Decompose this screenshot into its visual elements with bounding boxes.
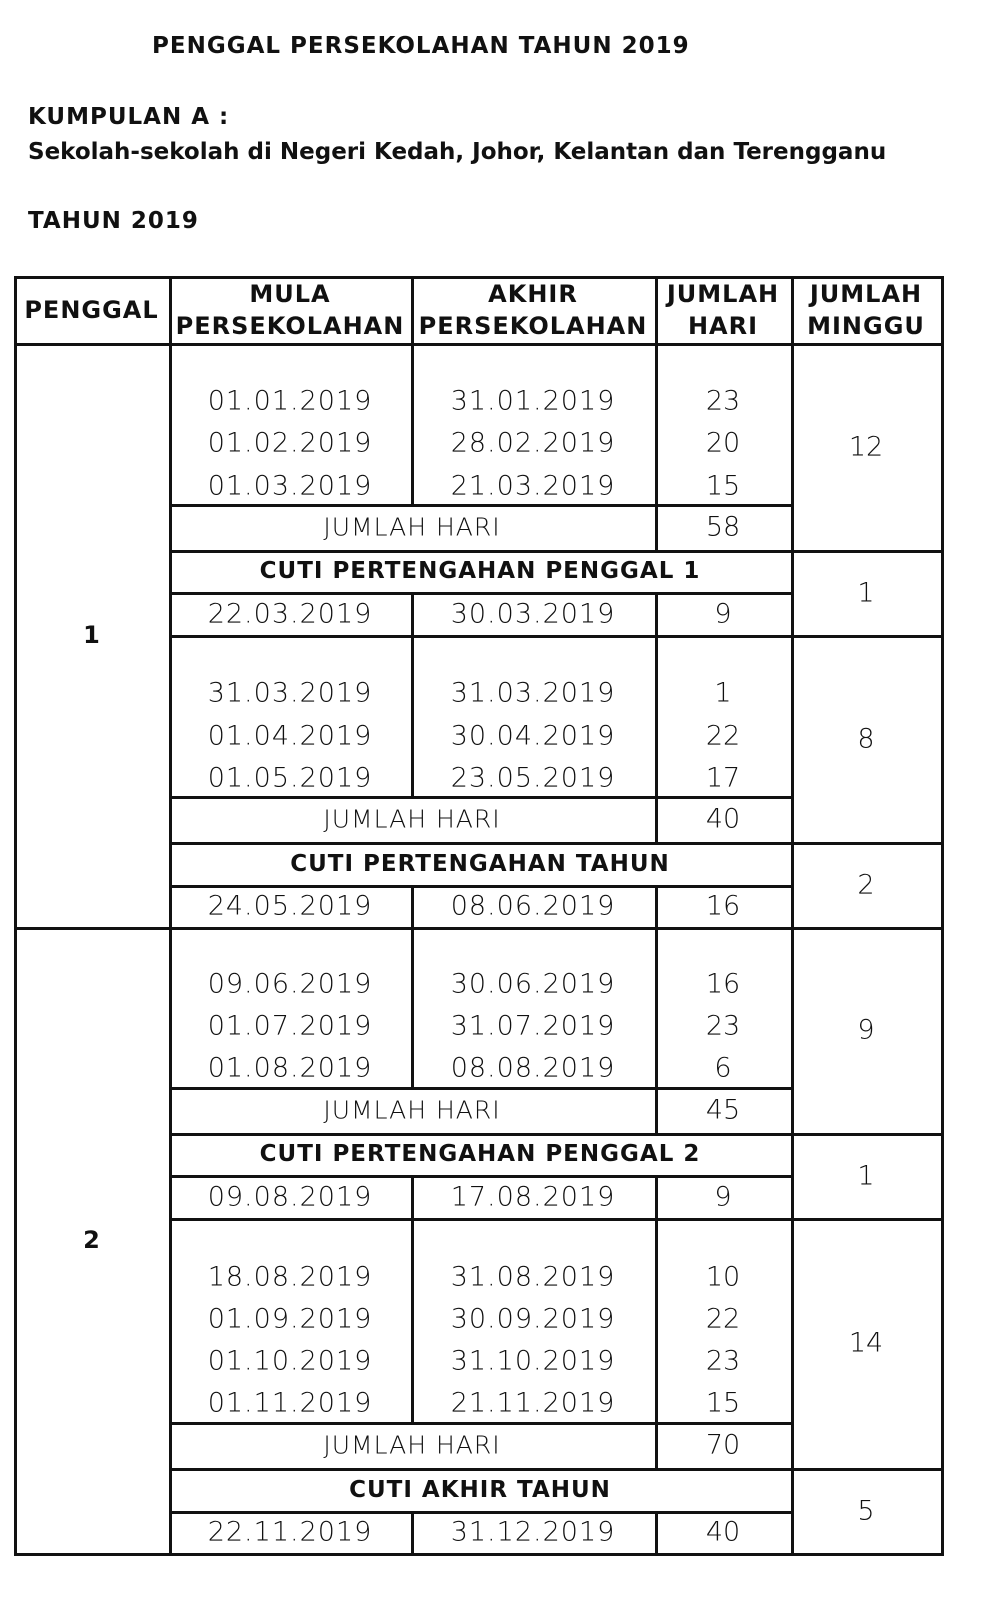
table-rule	[791, 276, 794, 343]
start-date: 09.06.2019	[207, 968, 373, 1000]
end-date: 31.08.2019	[450, 1261, 616, 1293]
table-rule	[411, 1218, 414, 1422]
table-rule	[169, 885, 794, 888]
day-count: 15	[705, 1387, 741, 1419]
table-rule	[655, 927, 658, 1133]
table-rule	[411, 276, 414, 343]
table-rule	[411, 343, 414, 504]
week-count: 1	[857, 1160, 875, 1191]
table-rule	[655, 1511, 658, 1553]
table-rule	[169, 927, 944, 930]
week-count: 9	[857, 1014, 875, 1046]
holiday-day-count: 40	[705, 1516, 741, 1548]
table-rule	[791, 343, 794, 1553]
end-date: 30.04.2019	[450, 720, 616, 752]
holiday-end-date: 31.12.2019	[450, 1516, 616, 1548]
holiday-end-date: 17.08.2019	[450, 1181, 616, 1212]
table-rule	[14, 343, 944, 346]
table-rule	[655, 1218, 658, 1468]
week-count: 1	[857, 577, 875, 608]
end-date: 31.01.2019	[450, 385, 616, 417]
week-count: 12	[848, 431, 884, 462]
table-rule	[169, 1133, 944, 1136]
penggal-1-label: 1	[83, 621, 100, 649]
table-rule	[411, 1511, 414, 1553]
start-date: 18.08.2019	[207, 1261, 373, 1293]
holiday-title: CUTI AKHIR TAHUN	[349, 1476, 611, 1503]
start-date: 01.01.2019	[207, 385, 373, 417]
table-rule	[169, 796, 794, 799]
table-rule	[169, 592, 794, 595]
header-jumlah-hari-line1: JUMLAH	[666, 279, 780, 308]
table-rule	[941, 276, 944, 1556]
table-rule	[411, 592, 414, 635]
end-date: 31.03.2019	[450, 677, 616, 709]
table-rule	[411, 927, 414, 1087]
header-akhir-line2: PERSEKOLAHAN	[418, 311, 648, 340]
start-date: 01.05.2019	[207, 762, 373, 794]
holiday-start-date: 22.11.2019	[207, 1516, 373, 1548]
end-date: 21.11.2019	[450, 1387, 616, 1419]
states-description: Sekolah-sekolah di Negeri Kedah, Johor, Kelantan dan Terengganu	[28, 139, 887, 165]
total-days-label: JUMLAH HARI	[323, 804, 501, 834]
table-rule	[169, 1553, 944, 1556]
header-mula	[176, 278, 405, 342]
end-date: 08.08.2019	[450, 1052, 616, 1084]
header-mula-line1: MULA	[249, 279, 331, 308]
start-date: 01.08.2019	[207, 1052, 373, 1084]
table-rule	[411, 885, 414, 927]
holiday-title: CUTI PERTENGAHAN TAHUN	[290, 850, 670, 877]
week-count: 5	[857, 1495, 875, 1526]
end-date: 28.02.2019	[450, 427, 616, 459]
end-date: 21.03.2019	[450, 470, 616, 502]
holiday-title: CUTI PERTENGAHAN PENGGAL 2	[259, 1141, 701, 1167]
table-rule	[169, 1175, 794, 1178]
table-rule	[169, 504, 794, 507]
end-date: 31.10.2019	[450, 1345, 616, 1377]
table-rule	[655, 635, 658, 842]
start-date: 01.11.2019	[207, 1387, 373, 1419]
total-days-label: JUMLAH HARI	[323, 1430, 501, 1460]
end-date: 30.09.2019	[450, 1303, 616, 1335]
holiday-start-date: 22.03.2019	[207, 598, 373, 629]
day-count: 15	[705, 470, 741, 502]
start-date: 01.09.2019	[207, 1303, 373, 1335]
table-rule	[169, 550, 944, 553]
header-mula-line2: PERSEKOLAHAN	[175, 311, 405, 340]
day-count: 6	[714, 1052, 732, 1084]
day-count: 22	[705, 1303, 741, 1335]
start-date: 01.10.2019	[207, 1345, 373, 1377]
group-label: KUMPULAN A :	[28, 104, 230, 130]
header-jumlah-minggu-line2: MINGGU	[807, 311, 925, 340]
penggal-2-label: 2	[83, 1226, 100, 1254]
header-akhir	[419, 278, 648, 342]
table-rule	[169, 276, 172, 343]
total-days-value: 58	[705, 511, 741, 543]
start-date: 01.03.2019	[207, 470, 373, 502]
table-rule	[411, 1175, 414, 1218]
start-date: 01.02.2019	[207, 427, 373, 459]
header-penggal: PENGGAL	[24, 295, 159, 324]
holiday-end-date: 08.06.2019	[450, 890, 616, 922]
end-date: 31.07.2019	[450, 1010, 616, 1042]
table-rule	[169, 1218, 944, 1221]
day-count: 17	[705, 762, 741, 794]
day-count: 23	[705, 385, 741, 417]
header-akhir-line1: AKHIR	[488, 279, 578, 308]
table-rule	[14, 276, 17, 1556]
year-label: TAHUN 2019	[28, 208, 199, 234]
end-date: 30.06.2019	[450, 968, 616, 1000]
day-count: 23	[705, 1010, 741, 1042]
day-count: 23	[705, 1345, 741, 1377]
table-rule	[169, 1422, 794, 1425]
table-rule	[169, 1468, 944, 1471]
holiday-start-date: 09.08.2019	[207, 1181, 373, 1212]
holiday-title: CUTI PERTENGAHAN PENGGAL 1	[259, 558, 701, 584]
total-days-label: JUMLAH HARI	[323, 512, 501, 542]
start-date: 01.04.2019	[207, 720, 373, 752]
table-rule	[655, 343, 658, 550]
total-days-label: JUMLAH HARI	[323, 1095, 501, 1125]
total-days-value: 45	[705, 1094, 741, 1126]
table-rule	[655, 276, 658, 343]
day-count: 20	[705, 427, 741, 459]
header-jumlah-minggu	[807, 278, 925, 342]
table-rule	[169, 343, 172, 1553]
total-days-value: 40	[705, 803, 741, 835]
table-rule	[655, 1175, 658, 1218]
day-count: 22	[705, 720, 741, 752]
holiday-day-count: 9	[714, 1181, 732, 1212]
holiday-day-count: 16	[705, 890, 741, 922]
header-jumlah-hari	[667, 278, 779, 342]
week-count: 8	[857, 723, 875, 754]
start-date: 01.07.2019	[207, 1010, 373, 1042]
end-date: 23.05.2019	[450, 762, 616, 794]
day-count: 1	[714, 677, 732, 709]
day-count: 16	[705, 968, 741, 1000]
holiday-day-count: 9	[714, 598, 732, 629]
holiday-end-date: 30.03.2019	[450, 598, 616, 629]
day-count: 10	[705, 1261, 741, 1293]
table-rule	[655, 592, 658, 635]
header-jumlah-hari-line2: HARI	[687, 311, 759, 340]
table-rule	[169, 842, 944, 845]
table-rule	[169, 1087, 794, 1090]
total-days-value: 70	[705, 1429, 741, 1461]
holiday-start-date: 24.05.2019	[207, 890, 373, 922]
table-rule	[411, 635, 414, 796]
start-date: 31.03.2019	[207, 677, 373, 709]
table-rule	[169, 1511, 794, 1514]
document-title: PENGGAL PERSEKOLAHAN TAHUN 2019	[152, 33, 690, 59]
school-term-table	[14, 276, 972, 1586]
header-jumlah-minggu-line1: JUMLAH	[809, 279, 923, 308]
table-rule	[655, 885, 658, 927]
table-rule	[169, 635, 944, 638]
week-count: 2	[857, 869, 875, 900]
week-count: 14	[848, 1327, 884, 1359]
